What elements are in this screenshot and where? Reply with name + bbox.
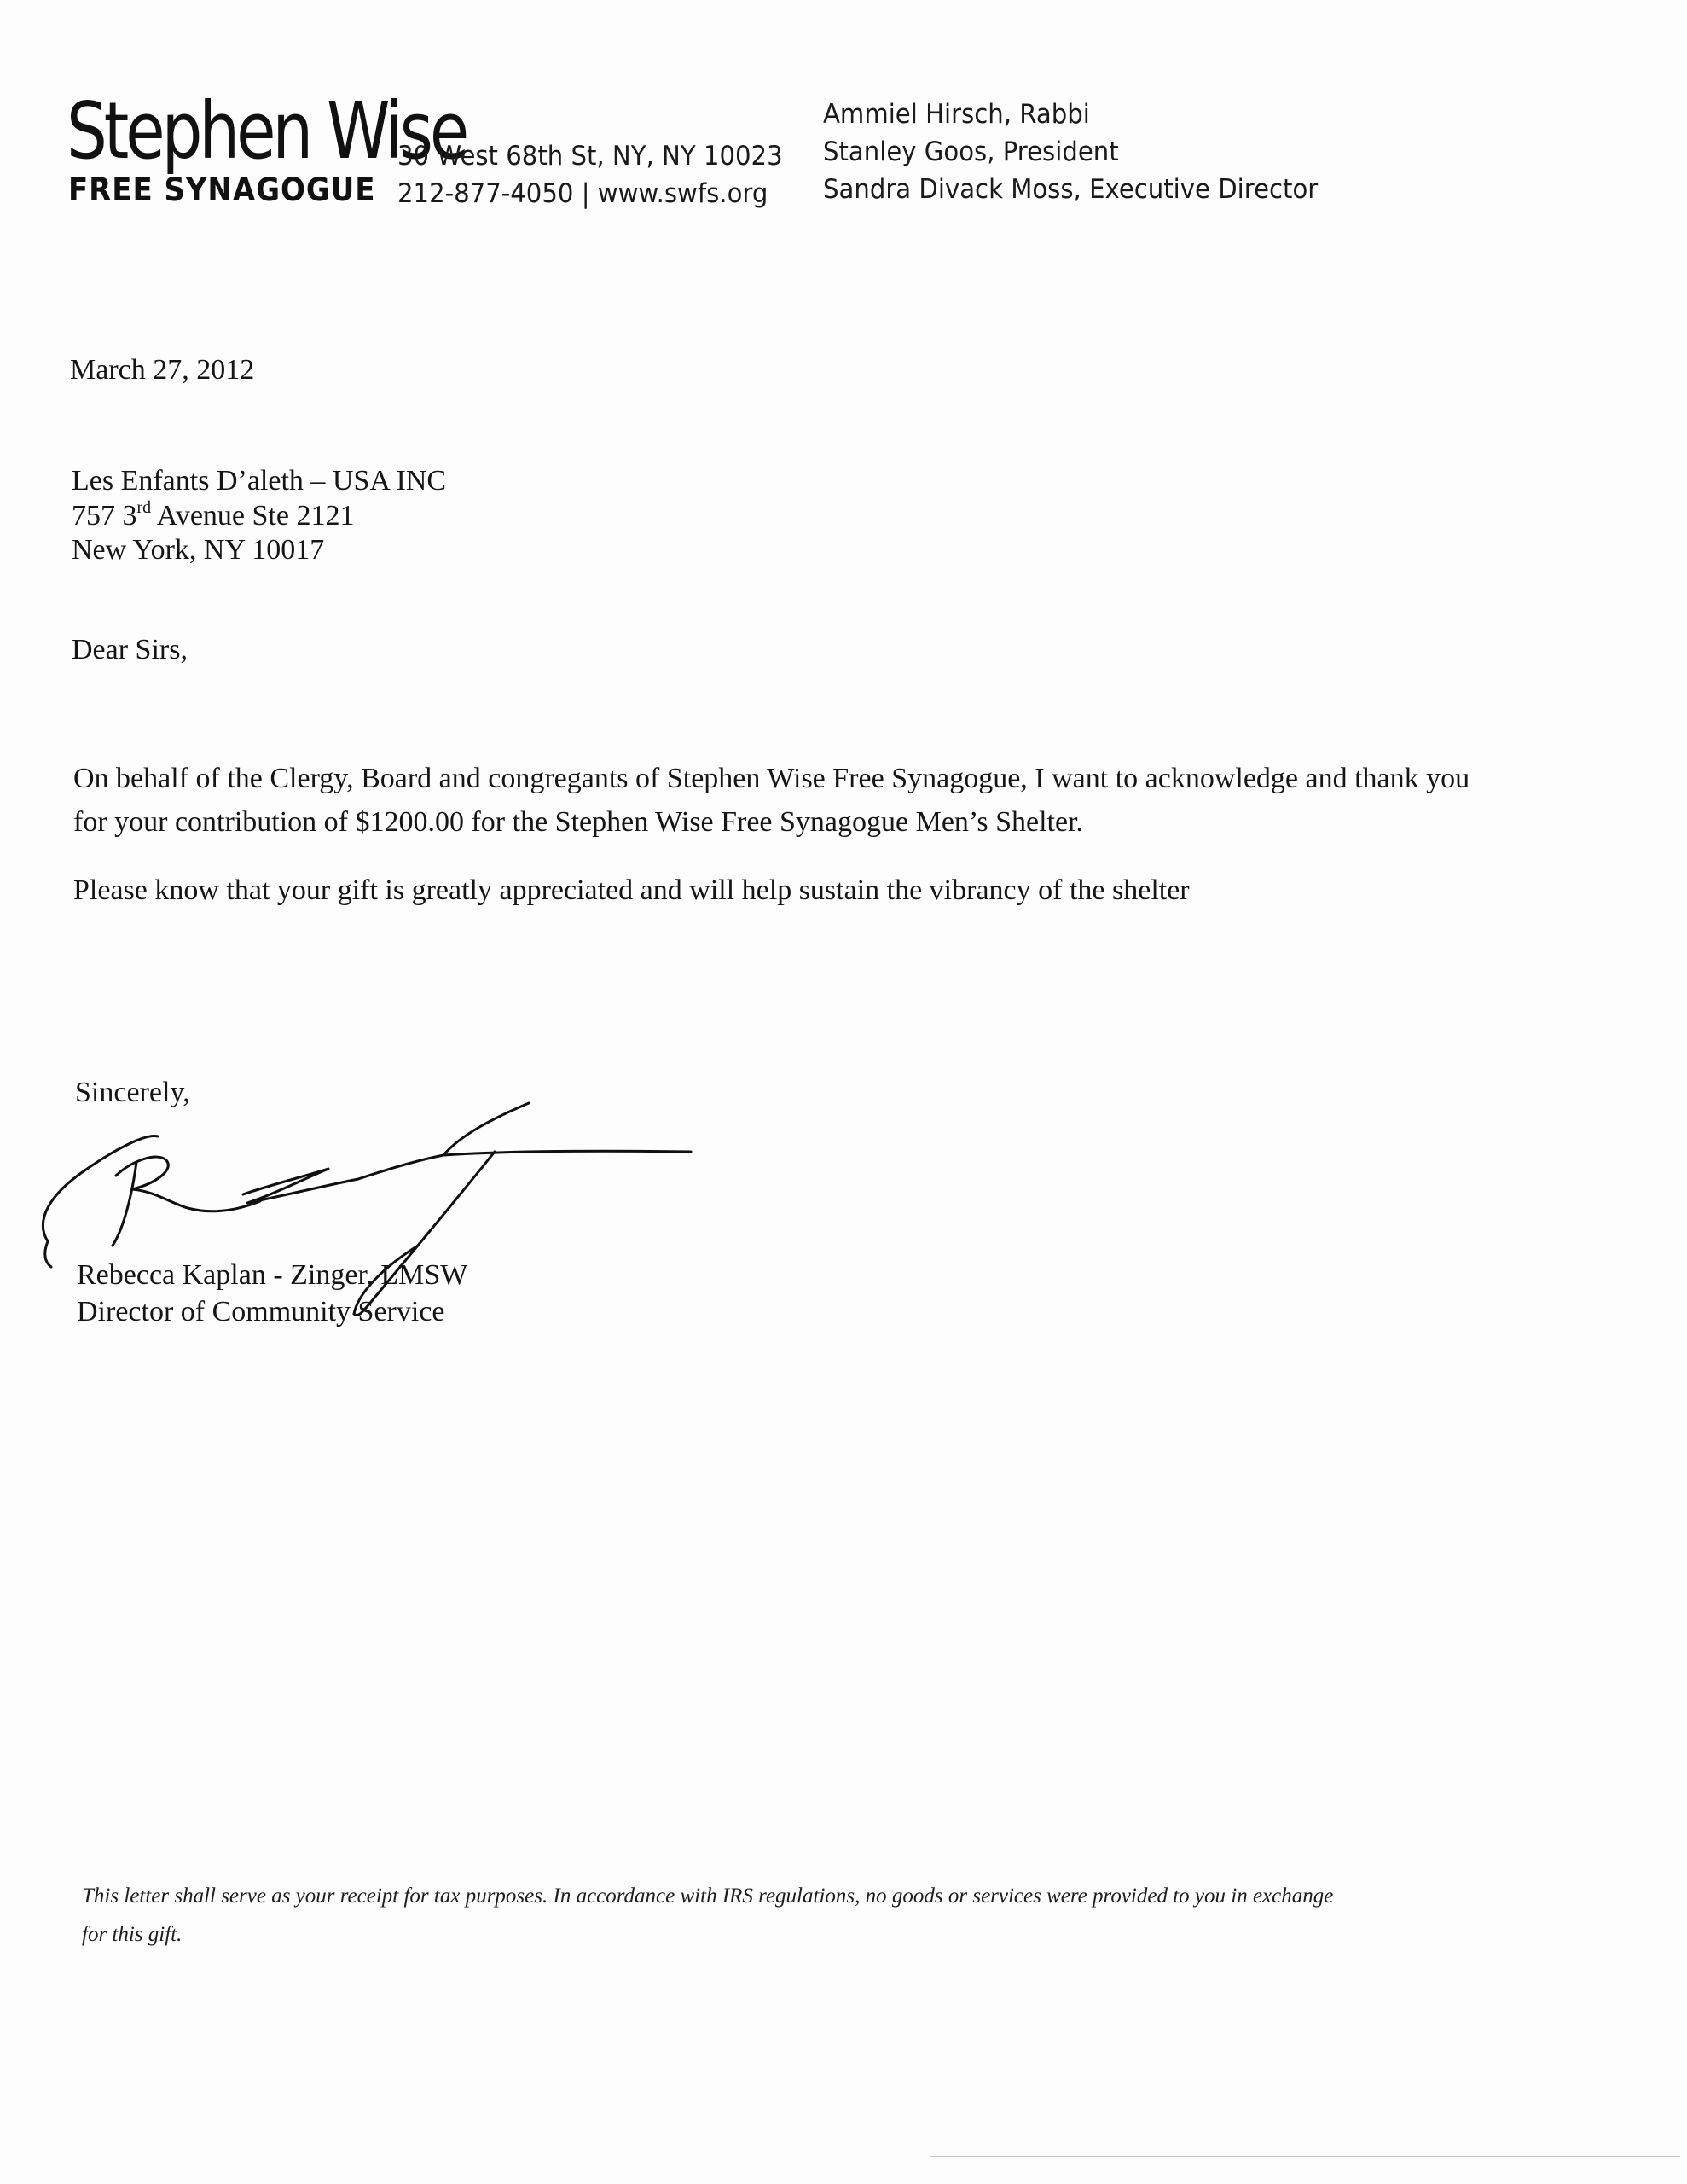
street-number: 757 3 bbox=[72, 500, 137, 531]
salutation: Dear Sirs, bbox=[72, 634, 188, 665]
street-name: Avenue Ste 2121 bbox=[151, 500, 355, 531]
staff-executive-director: Sandra Divack Moss, Executive Director bbox=[823, 174, 1319, 205]
body-paragraph-2: Please know that your gift is greatly appreciated and will help sustain the vibrancy of the shelter bbox=[73, 874, 1190, 906]
body-paragraph-1-line-2: for your contribution of $1200.00 for the Stephen Wise Free Synagogue Men’s Shelter. bbox=[73, 806, 1084, 838]
recipient-city: New York, NY 10017 bbox=[72, 534, 325, 566]
staff-president: Stanley Goos, President bbox=[823, 136, 1119, 167]
body-paragraph-1-line-1: On behalf of the Clergy, Board and congregants of Stephen Wise Free Synagogue, I want to acknowledge and thank you bbox=[73, 763, 1470, 794]
letter-date: March 27, 2012 bbox=[70, 354, 255, 386]
recipient-street bbox=[72, 499, 354, 533]
org-address: 30 West 68th St, NY, NY 10023 bbox=[397, 141, 783, 171]
org-contact: 212-877-4050 | www.swfs.org bbox=[397, 178, 768, 209]
staff-rabbi: Ammiel Hirsch, Rabbi bbox=[823, 99, 1090, 130]
closing: Sincerely, bbox=[75, 1077, 190, 1108]
tax-receipt-note-line-2: for this gift. bbox=[82, 1923, 183, 1946]
street-ordinal: rd bbox=[136, 498, 152, 517]
recipient-name: Les Enfants D’aleth – USA INC bbox=[72, 465, 447, 497]
signer-title: Director of Community Service bbox=[77, 1296, 445, 1327]
org-logo-subtitle: FREE SYNAGOGUE bbox=[68, 171, 376, 208]
tax-receipt-note-line-1: This letter shall serve as your receipt for tax purposes. In accordance with IRS regulations, no goods or services were provided to you in exchange bbox=[82, 1885, 1334, 1908]
bottom-scan-line bbox=[930, 2156, 1680, 2157]
signer-name: Rebecca Kaplan - Zinger, LMSW bbox=[77, 1259, 468, 1291]
org-logo-name: Stephen Wise bbox=[67, 85, 467, 177]
